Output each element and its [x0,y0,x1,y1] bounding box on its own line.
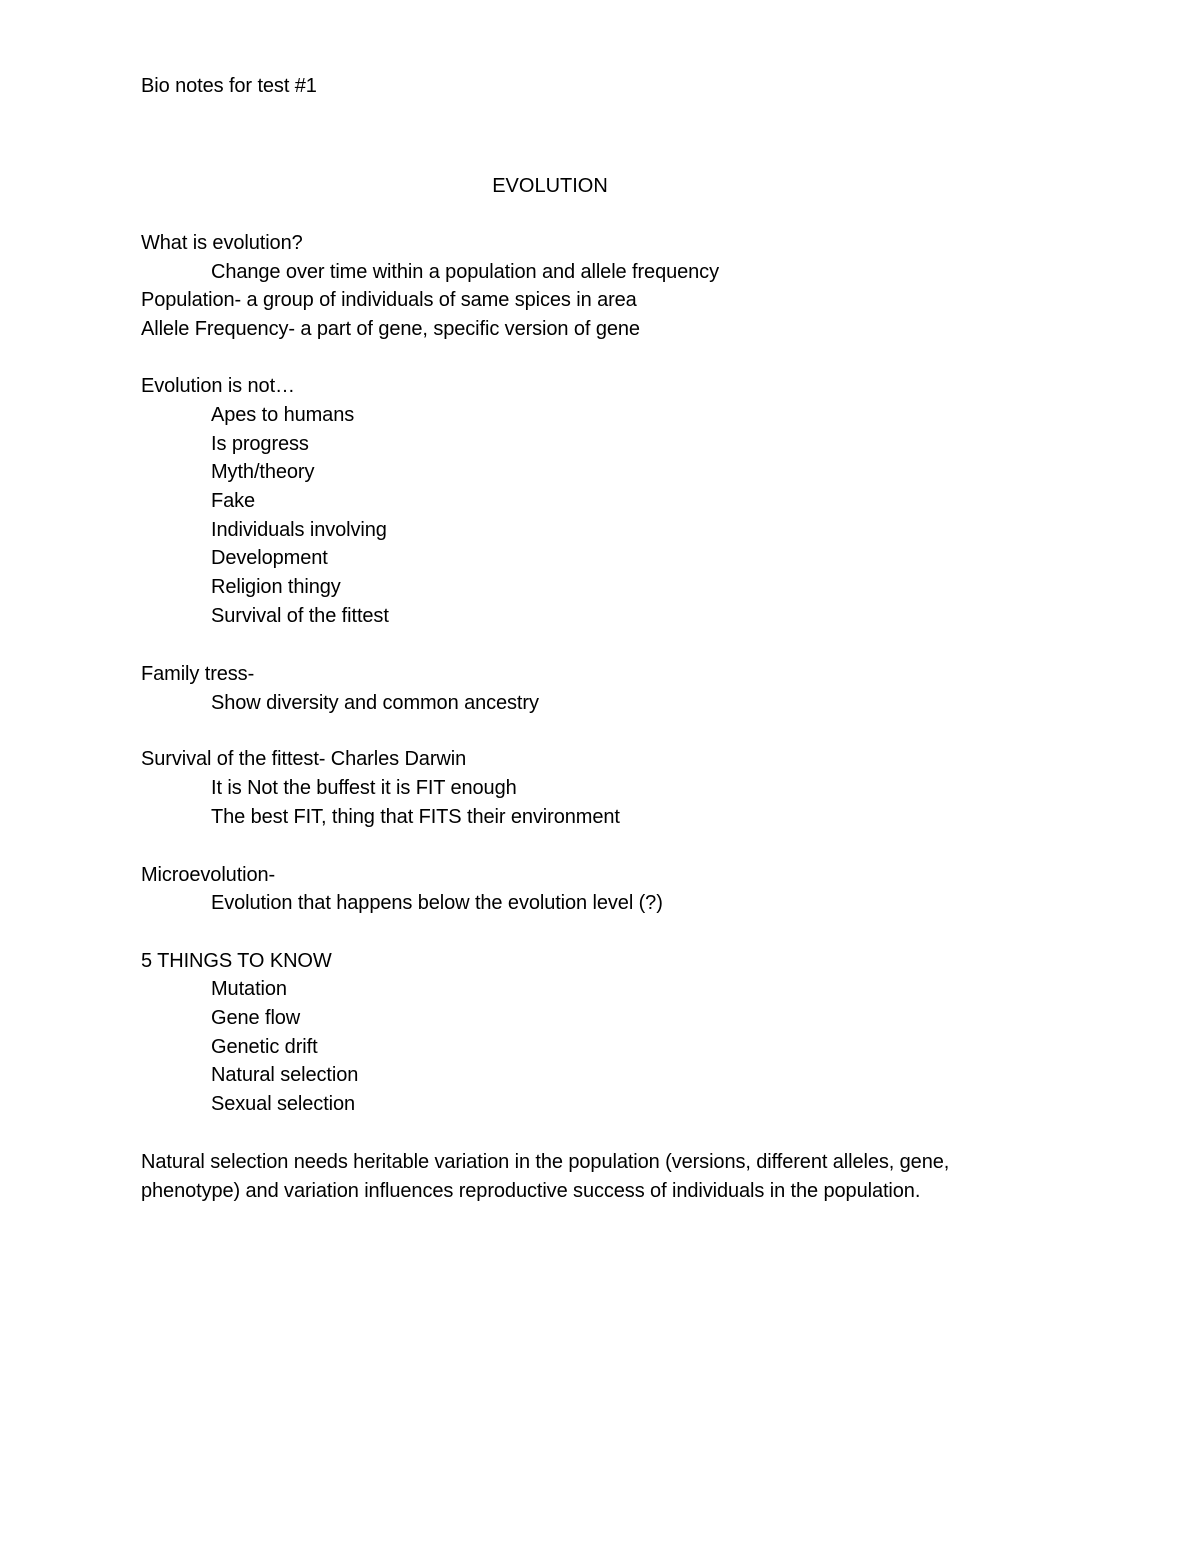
section-heading-family-tress: Family tress- [141,663,255,685]
list-item: Mutation [211,978,287,1000]
list-item: Sexual selection [211,1093,356,1115]
list-item: Genetic drift [211,1036,318,1058]
list-item: Fake [211,490,256,512]
document-header: Bio notes for test #1 [141,75,317,97]
section-heading-evolution-is-not: Evolution is not… [141,375,295,397]
list-item: Natural selection [211,1064,359,1086]
list-item: Show diversity and common ancestry [211,692,539,714]
closing-paragraph: Natural selection needs heritable variation in the population (versions, different alleles, gene, phenotype) and variation influences reproductive success of individuals in the population. [141,1151,950,1202]
list-item: It is Not the buffest it is FIT enough [211,777,517,799]
list-item: Is progress [211,433,309,455]
list-item: Development [211,547,328,569]
list-item: Gene flow [211,1007,301,1029]
list-item: Change over time within a population and allele frequency [211,261,719,283]
definition-population: Population- a group of individuals of same spices in area [141,289,637,311]
list-item: Myth/theory [211,461,315,483]
list-item: Apes to humans [211,404,355,426]
section-heading-survival-of-the-fittest: Survival of the fittest- Charles Darwin [141,748,467,770]
section-heading-microevolution: Microevolution- [141,864,276,886]
list-item: Evolution that happens below the evolution level (?) [211,892,663,914]
list-item: Individuals involving [211,519,387,541]
list-item: The best FIT, thing that FITS their environment [211,806,620,828]
list-item: Religion thingy [211,576,341,598]
list-item: Survival of the fittest [211,605,389,627]
section-heading-5-things-to-know: 5 THINGS TO KNOW [141,950,332,972]
document-title: EVOLUTION [492,175,608,197]
section-heading-what-is-evolution: What is evolution? [141,232,303,254]
definition-allele-frequency: Allele Frequency- a part of gene, specific version of gene [141,318,640,340]
